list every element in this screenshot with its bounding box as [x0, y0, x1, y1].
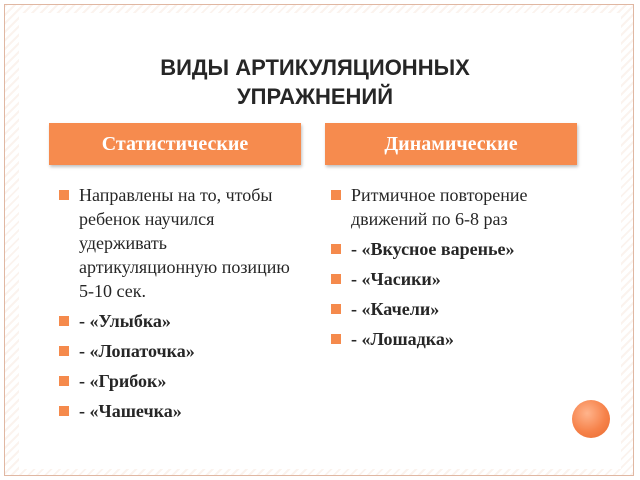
square-bullet-icon	[59, 190, 69, 200]
square-bullet-icon	[59, 376, 69, 386]
right-description: Ритмичное повторение движений по 6-8 раз	[351, 185, 528, 229]
square-bullet-icon	[331, 244, 341, 254]
slide-panel	[19, 13, 621, 469]
right-example-item	[331, 297, 591, 321]
slide-title	[19, 53, 611, 111]
left-example: - «Улыбка»	[79, 311, 171, 331]
right-example: - «Часики»	[351, 269, 441, 289]
title-line-1: ВИДЫ АРТИКУЛЯЦИОННЫХ	[160, 55, 470, 80]
square-bullet-icon	[331, 274, 341, 284]
right-example: - «Вкусное варенье»	[351, 239, 515, 259]
square-bullet-icon	[59, 316, 69, 326]
header-static: Статистические	[49, 123, 301, 165]
right-example: - «Качели»	[351, 299, 440, 319]
slide-frame	[4, 4, 634, 476]
left-example-item	[59, 369, 303, 393]
right-example-item	[331, 267, 591, 291]
square-bullet-icon	[59, 346, 69, 356]
square-bullet-icon	[331, 190, 341, 200]
left-example: - «Грибок»	[79, 371, 167, 391]
left-example-item	[59, 339, 303, 363]
right-example: - «Лошадка»	[351, 329, 454, 349]
left-example: - «Чашечка»	[79, 401, 182, 421]
square-bullet-icon	[331, 304, 341, 314]
right-example-item	[331, 237, 591, 261]
square-bullet-icon	[59, 406, 69, 416]
title-line-2: УПРАЖНЕНИЙ	[236, 84, 394, 109]
left-description-item	[59, 183, 303, 303]
left-column	[59, 183, 303, 429]
left-description: Направлены на то, чтобы ребенок научился удерживать артикуляционную позицию 5-10 сек.	[79, 185, 290, 301]
square-bullet-icon	[331, 334, 341, 344]
right-column	[331, 183, 591, 357]
header-dynamic: Динамические	[325, 123, 577, 165]
right-example-item	[331, 327, 591, 351]
left-example: - «Лопаточка»	[79, 341, 195, 361]
left-example-item	[59, 399, 303, 423]
left-example-item	[59, 309, 303, 333]
right-description-item	[331, 183, 591, 231]
decorative-circle-icon	[572, 400, 610, 438]
